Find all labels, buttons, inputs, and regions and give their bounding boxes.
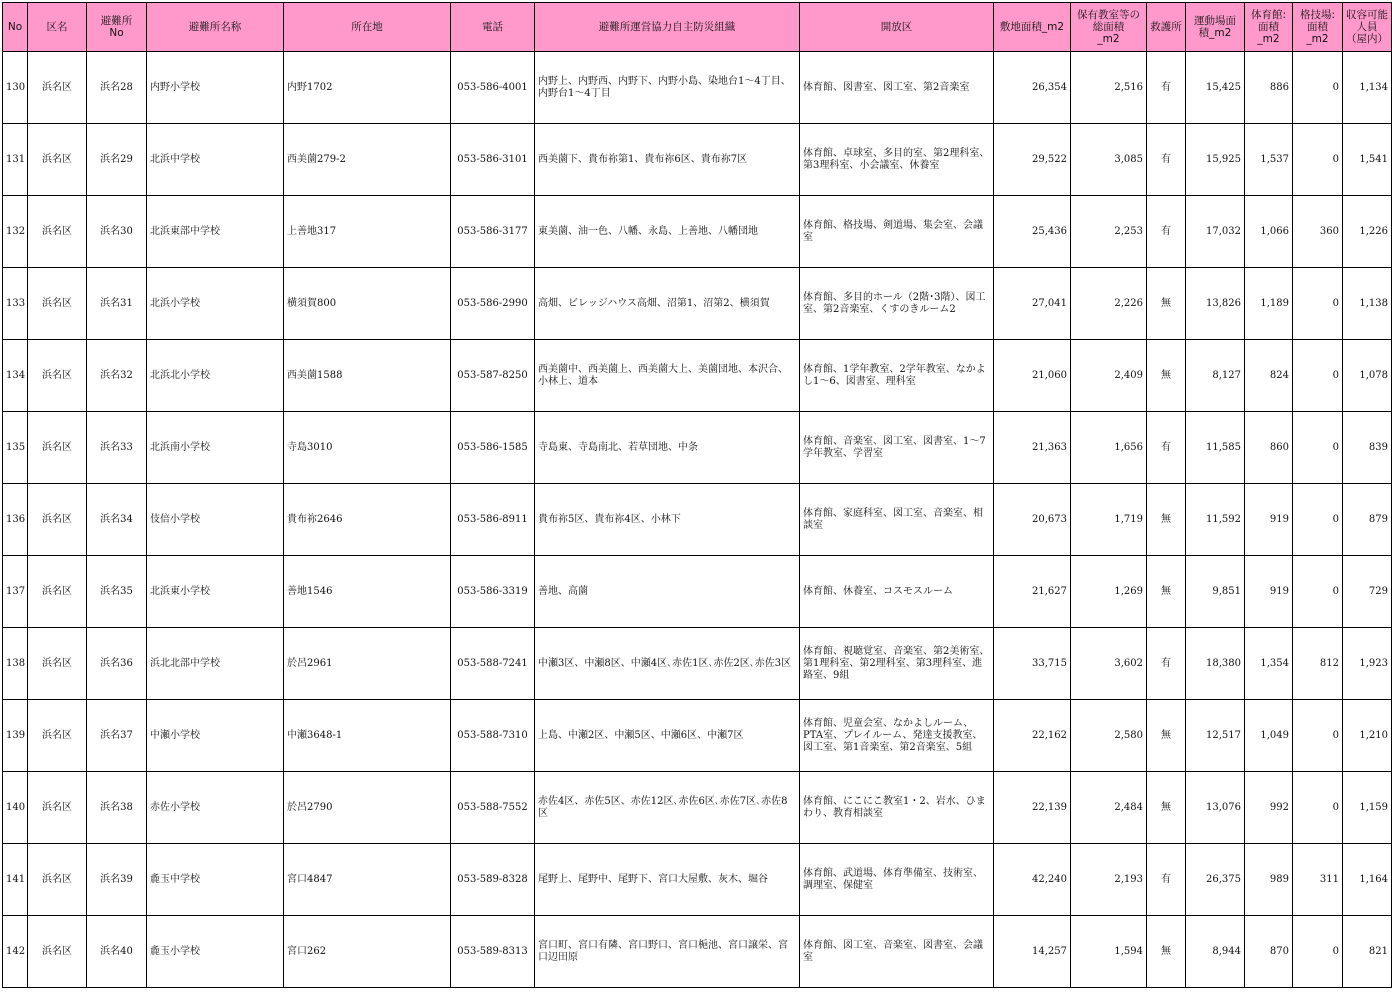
cell-ground-area: 15,425 xyxy=(1186,52,1245,124)
cell-shelter-no: 浜名31 xyxy=(87,268,147,340)
cell-name: 麁玉中学校 xyxy=(147,844,284,916)
cell-name: 北浜南小学校 xyxy=(147,412,284,484)
cell-aid: 無 xyxy=(1147,772,1186,844)
cell-address: 於呂2961 xyxy=(284,628,451,700)
cell-address: 宮口262 xyxy=(284,916,451,988)
cell-site-area: 26,354 xyxy=(994,52,1071,124)
cell-ward: 浜名区 xyxy=(28,772,87,844)
cell-address: 西美薗1588 xyxy=(284,340,451,412)
cell-martial-area: 0 xyxy=(1293,916,1343,988)
cell-aid: 無 xyxy=(1147,340,1186,412)
cell-classroom-area: 2,226 xyxy=(1071,268,1147,340)
cell-ward: 浜名区 xyxy=(28,484,87,556)
cell-classroom-area: 3,085 xyxy=(1071,124,1147,196)
header-rooms: 開放区 xyxy=(800,3,994,52)
table-row xyxy=(3,628,1392,700)
cell-address: 中瀬3648-1 xyxy=(284,700,451,772)
cell-org: 貴布祢5区、貴布祢4区、小林下 xyxy=(535,484,800,556)
cell-classroom-area: 1,656 xyxy=(1071,412,1147,484)
cell-aid: 無 xyxy=(1147,484,1186,556)
shelter-table xyxy=(2,2,1392,988)
cell-site-area: 22,139 xyxy=(994,772,1071,844)
header-ground-area: 運動場面 積_m2 xyxy=(1186,3,1245,52)
cell-site-area: 42,240 xyxy=(994,844,1071,916)
cell-ward: 浜名区 xyxy=(28,844,87,916)
cell-name: 北浜東小学校 xyxy=(147,556,284,628)
cell-rooms: 体育館、格技場、剣道場、集会室、会議室 xyxy=(800,196,994,268)
cell-aid: 無 xyxy=(1147,556,1186,628)
cell-org: 高畑、ビレッジハウス高畑、沼第1、沼第2、横須賀 xyxy=(535,268,800,340)
cell-capacity: 729 xyxy=(1343,556,1392,628)
cell-ground-area: 8,944 xyxy=(1186,916,1245,988)
cell-site-area: 14,257 xyxy=(994,916,1071,988)
cell-martial-area: 311 xyxy=(1293,844,1343,916)
cell-name: 北浜小学校 xyxy=(147,268,284,340)
cell-capacity: 1,138 xyxy=(1343,268,1392,340)
cell-ground-area: 11,592 xyxy=(1186,484,1245,556)
header-martial-area: 格技場: 面積_m2 xyxy=(1293,3,1343,52)
table-row xyxy=(3,412,1392,484)
table-body xyxy=(3,52,1392,988)
cell-phone: 053-588-7552 xyxy=(451,772,535,844)
table-row xyxy=(3,556,1392,628)
header-phone: 電話 xyxy=(451,3,535,52)
cell-name: 中瀬小学校 xyxy=(147,700,284,772)
cell-no: 141 xyxy=(3,844,28,916)
cell-no: 130 xyxy=(3,52,28,124)
header-name: 避難所名称 xyxy=(147,3,284,52)
header-gym-area: 体育館: 面積_m2 xyxy=(1245,3,1293,52)
header-aid: 救護所 xyxy=(1147,3,1186,52)
cell-rooms: 体育館、武道場、体育準備室、技術室、調理室、保健室 xyxy=(800,844,994,916)
cell-martial-area: 0 xyxy=(1293,124,1343,196)
cell-shelter-no: 浜名40 xyxy=(87,916,147,988)
cell-address: 横須賀800 xyxy=(284,268,451,340)
cell-rooms: 体育館、多目的ホール（2階･3階）、図工室、第2音楽室、くすのきルーム2 xyxy=(800,268,994,340)
cell-org: 寺島東、寺島南北、若草団地、中条 xyxy=(535,412,800,484)
cell-org: 赤佐4区、赤佐5区、赤佐12区､赤佐6区､赤佐7区､赤佐8区 xyxy=(535,772,800,844)
header-row xyxy=(3,3,1392,52)
table-row xyxy=(3,340,1392,412)
header-org: 避難所運営協力自主防災組織 xyxy=(535,3,800,52)
cell-martial-area: 0 xyxy=(1293,412,1343,484)
table-row xyxy=(3,844,1392,916)
cell-org: 西美薗下、貴布祢第1、貴布祢6区、貴布祢7区 xyxy=(535,124,800,196)
cell-gym-area: 860 xyxy=(1245,412,1293,484)
cell-no: 137 xyxy=(3,556,28,628)
table-row xyxy=(3,916,1392,988)
cell-capacity: 839 xyxy=(1343,412,1392,484)
cell-address: 善地1546 xyxy=(284,556,451,628)
cell-classroom-area: 1,719 xyxy=(1071,484,1147,556)
cell-org: 中瀬3区、中瀬8区、中瀬4区､赤佐1区､赤佐2区､赤佐3区 xyxy=(535,628,800,700)
cell-org: 東美薗、油一色、八幡、永島、上善地、八幡団地 xyxy=(535,196,800,268)
cell-rooms: 体育館、にこにこ教室1・2、岩水、ひまわり、教育相談室 xyxy=(800,772,994,844)
cell-capacity: 1,134 xyxy=(1343,52,1392,124)
cell-ward: 浜名区 xyxy=(28,628,87,700)
cell-aid: 有 xyxy=(1147,412,1186,484)
cell-gym-area: 886 xyxy=(1245,52,1293,124)
cell-name: 北浜東部中学校 xyxy=(147,196,284,268)
cell-address: 西美薗279-2 xyxy=(284,124,451,196)
cell-classroom-area: 2,516 xyxy=(1071,52,1147,124)
cell-capacity: 879 xyxy=(1343,484,1392,556)
cell-gym-area: 989 xyxy=(1245,844,1293,916)
cell-org: 尾野上、尾野中、尾野下、宮口大屋敷、灰木、堀谷 xyxy=(535,844,800,916)
cell-no: 133 xyxy=(3,268,28,340)
cell-site-area: 21,627 xyxy=(994,556,1071,628)
table-row xyxy=(3,124,1392,196)
cell-classroom-area: 2,193 xyxy=(1071,844,1147,916)
cell-site-area: 33,715 xyxy=(994,628,1071,700)
cell-gym-area: 1,066 xyxy=(1245,196,1293,268)
cell-martial-area: 0 xyxy=(1293,340,1343,412)
cell-phone: 053-586-3319 xyxy=(451,556,535,628)
cell-gym-area: 1,537 xyxy=(1245,124,1293,196)
cell-ward: 浜名区 xyxy=(28,340,87,412)
cell-aid: 有 xyxy=(1147,52,1186,124)
header-classroom-area: 保有教室等の 総面積 _m2 xyxy=(1071,3,1147,52)
cell-classroom-area: 1,269 xyxy=(1071,556,1147,628)
cell-ground-area: 13,076 xyxy=(1186,772,1245,844)
cell-classroom-area: 2,484 xyxy=(1071,772,1147,844)
cell-gym-area: 992 xyxy=(1245,772,1293,844)
cell-aid: 無 xyxy=(1147,268,1186,340)
cell-org: 善地、高薗 xyxy=(535,556,800,628)
cell-org: 西美薗中、西美薗上、西美薗大上、美薗団地、本沢合、小林上、道本 xyxy=(535,340,800,412)
cell-ground-area: 11,585 xyxy=(1186,412,1245,484)
cell-ground-area: 15,925 xyxy=(1186,124,1245,196)
cell-martial-area: 0 xyxy=(1293,556,1343,628)
cell-name: 赤佐小学校 xyxy=(147,772,284,844)
cell-no: 140 xyxy=(3,772,28,844)
cell-no: 135 xyxy=(3,412,28,484)
cell-address: 寺島3010 xyxy=(284,412,451,484)
cell-no: 142 xyxy=(3,916,28,988)
cell-martial-area: 0 xyxy=(1293,484,1343,556)
cell-gym-area: 919 xyxy=(1245,484,1293,556)
cell-site-area: 21,060 xyxy=(994,340,1071,412)
cell-ground-area: 12,517 xyxy=(1186,700,1245,772)
cell-name: 浜北北部中学校 xyxy=(147,628,284,700)
cell-name: 北浜中学校 xyxy=(147,124,284,196)
cell-martial-area: 0 xyxy=(1293,52,1343,124)
cell-capacity: 821 xyxy=(1343,916,1392,988)
cell-site-area: 25,436 xyxy=(994,196,1071,268)
cell-gym-area: 1,354 xyxy=(1245,628,1293,700)
cell-martial-area: 0 xyxy=(1293,700,1343,772)
cell-rooms: 体育館、家庭科室、図工室、音楽室、相談室 xyxy=(800,484,994,556)
cell-ward: 浜名区 xyxy=(28,124,87,196)
cell-name: 伎倍小学校 xyxy=(147,484,284,556)
cell-aid: 有 xyxy=(1147,628,1186,700)
cell-rooms: 体育館、卓球室、多目的室、第2理科室、第3理科室、小会議室、休養室 xyxy=(800,124,994,196)
cell-ground-area: 18,380 xyxy=(1186,628,1245,700)
header-shelter-no: 避難所 No xyxy=(87,3,147,52)
cell-rooms: 体育館、視聴覚室、音楽室、第2美術室、第1理科室、第2理科室、第3理科室、進路室、9組 xyxy=(800,628,994,700)
cell-gym-area: 1,049 xyxy=(1245,700,1293,772)
cell-ground-area: 9,851 xyxy=(1186,556,1245,628)
cell-aid: 無 xyxy=(1147,916,1186,988)
cell-address: 内野1702 xyxy=(284,52,451,124)
cell-capacity: 1,541 xyxy=(1343,124,1392,196)
cell-rooms: 体育館、児童会室、なかよしルーム、PTA室、プレイルーム、発達支援教室、図工室、第1音楽室、第2音楽室、5組 xyxy=(800,700,994,772)
cell-phone: 053-586-3177 xyxy=(451,196,535,268)
cell-org: 内野上、内野西、内野下、内野小島、染地台1～4丁目、内野台1～4丁目 xyxy=(535,52,800,124)
cell-shelter-no: 浜名33 xyxy=(87,412,147,484)
table-row xyxy=(3,484,1392,556)
cell-rooms: 体育館、図書室、図工室、第2音楽室 xyxy=(800,52,994,124)
cell-classroom-area: 3,602 xyxy=(1071,628,1147,700)
cell-gym-area: 870 xyxy=(1245,916,1293,988)
cell-shelter-no: 浜名30 xyxy=(87,196,147,268)
cell-aid: 有 xyxy=(1147,844,1186,916)
cell-ward: 浜名区 xyxy=(28,556,87,628)
cell-martial-area: 360 xyxy=(1293,196,1343,268)
cell-shelter-no: 浜名28 xyxy=(87,52,147,124)
cell-address: 宮口4847 xyxy=(284,844,451,916)
cell-shelter-no: 浜名37 xyxy=(87,700,147,772)
header-site-area: 敷地面積_m2 xyxy=(994,3,1071,52)
cell-classroom-area: 2,580 xyxy=(1071,700,1147,772)
cell-martial-area: 0 xyxy=(1293,268,1343,340)
cell-no: 132 xyxy=(3,196,28,268)
cell-org: 宮口町、宮口有隣、宮口野口、宮口梔池、宮口譲栄、宮口辺田原 xyxy=(535,916,800,988)
cell-org: 上島、中瀬2区、中瀬5区、中瀬6区、中瀬7区 xyxy=(535,700,800,772)
cell-gym-area: 919 xyxy=(1245,556,1293,628)
cell-shelter-no: 浜名38 xyxy=(87,772,147,844)
cell-no: 131 xyxy=(3,124,28,196)
cell-capacity: 1,159 xyxy=(1343,772,1392,844)
cell-shelter-no: 浜名36 xyxy=(87,628,147,700)
cell-capacity: 1,226 xyxy=(1343,196,1392,268)
table-row xyxy=(3,268,1392,340)
table-row xyxy=(3,700,1392,772)
cell-site-area: 20,673 xyxy=(994,484,1071,556)
cell-capacity: 1,923 xyxy=(1343,628,1392,700)
cell-name: 内野小学校 xyxy=(147,52,284,124)
cell-site-area: 27,041 xyxy=(994,268,1071,340)
cell-shelter-no: 浜名32 xyxy=(87,340,147,412)
cell-phone: 053-586-4001 xyxy=(451,52,535,124)
cell-classroom-area: 2,253 xyxy=(1071,196,1147,268)
cell-address: 貴布祢2646 xyxy=(284,484,451,556)
cell-phone: 053-588-7310 xyxy=(451,700,535,772)
header-address: 所在地 xyxy=(284,3,451,52)
cell-site-area: 29,522 xyxy=(994,124,1071,196)
cell-rooms: 体育館、休養室、コスモスルーム xyxy=(800,556,994,628)
cell-site-area: 21,363 xyxy=(994,412,1071,484)
cell-ground-area: 26,375 xyxy=(1186,844,1245,916)
cell-aid: 有 xyxy=(1147,196,1186,268)
cell-capacity: 1,210 xyxy=(1343,700,1392,772)
cell-capacity: 1,164 xyxy=(1343,844,1392,916)
cell-ward: 浜名区 xyxy=(28,412,87,484)
table-row xyxy=(3,772,1392,844)
cell-shelter-no: 浜名39 xyxy=(87,844,147,916)
cell-gym-area: 824 xyxy=(1245,340,1293,412)
header-capacity: 収容可能 人員 （屋内） xyxy=(1343,3,1392,52)
cell-ward: 浜名区 xyxy=(28,700,87,772)
cell-no: 134 xyxy=(3,340,28,412)
cell-capacity: 1,078 xyxy=(1343,340,1392,412)
header-ward: 区名 xyxy=(28,3,87,52)
table-row xyxy=(3,196,1392,268)
cell-ground-area: 13,826 xyxy=(1186,268,1245,340)
cell-no: 139 xyxy=(3,700,28,772)
cell-martial-area: 0 xyxy=(1293,772,1343,844)
cell-phone: 053-586-2990 xyxy=(451,268,535,340)
cell-name: 麁玉小学校 xyxy=(147,916,284,988)
cell-phone: 053-586-3101 xyxy=(451,124,535,196)
cell-gym-area: 1,189 xyxy=(1245,268,1293,340)
cell-address: 於呂2790 xyxy=(284,772,451,844)
cell-ground-area: 17,032 xyxy=(1186,196,1245,268)
cell-ward: 浜名区 xyxy=(28,268,87,340)
cell-ground-area: 8,127 xyxy=(1186,340,1245,412)
cell-aid: 有 xyxy=(1147,124,1186,196)
cell-shelter-no: 浜名29 xyxy=(87,124,147,196)
cell-phone: 053-587-8250 xyxy=(451,340,535,412)
cell-ward: 浜名区 xyxy=(28,196,87,268)
cell-shelter-no: 浜名35 xyxy=(87,556,147,628)
cell-phone: 053-586-1585 xyxy=(451,412,535,484)
cell-rooms: 体育館、1学年教室、2学年教室、なかよし1～6、図書室、理科室 xyxy=(800,340,994,412)
cell-no: 138 xyxy=(3,628,28,700)
cell-no: 136 xyxy=(3,484,28,556)
cell-ward: 浜名区 xyxy=(28,52,87,124)
cell-martial-area: 812 xyxy=(1293,628,1343,700)
cell-aid: 無 xyxy=(1147,700,1186,772)
cell-name: 北浜北小学校 xyxy=(147,340,284,412)
cell-classroom-area: 2,409 xyxy=(1071,340,1147,412)
cell-rooms: 体育館、図工室、音楽室、図書室、会議室 xyxy=(800,916,994,988)
cell-phone: 053-586-8911 xyxy=(451,484,535,556)
cell-phone: 053-588-7241 xyxy=(451,628,535,700)
cell-phone: 053-589-8328 xyxy=(451,844,535,916)
header-no: No xyxy=(3,3,28,52)
cell-classroom-area: 1,594 xyxy=(1071,916,1147,988)
cell-site-area: 22,162 xyxy=(994,700,1071,772)
cell-rooms: 体育館、音楽室、図工室、図書室、1～7学年教室、学習室 xyxy=(800,412,994,484)
table-row xyxy=(3,52,1392,124)
cell-ward: 浜名区 xyxy=(28,916,87,988)
cell-address: 上善地317 xyxy=(284,196,451,268)
cell-phone: 053-589-8313 xyxy=(451,916,535,988)
cell-shelter-no: 浜名34 xyxy=(87,484,147,556)
